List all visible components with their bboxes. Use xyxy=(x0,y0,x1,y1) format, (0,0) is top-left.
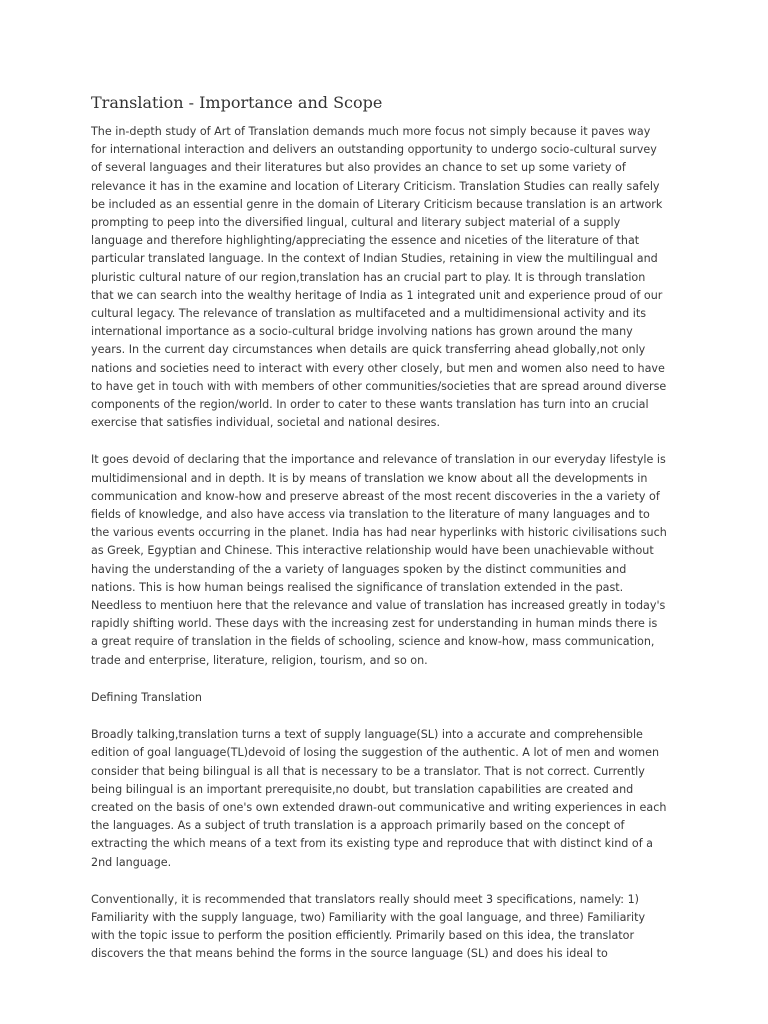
text-line: with the topic issue to perform the position efficiently. Primarily based on this idea, the translator xyxy=(91,929,635,943)
text-line: of several languages and their literatures but also provides an chance to set up some variety of xyxy=(91,161,626,175)
text-line: particular translated language. In the context of Indian Studies, retaining in view the multilingual and xyxy=(91,252,658,266)
text-line: nations. This is how human beings realised the significance of translation extended in the past. xyxy=(91,580,624,594)
text-line: language and therefore highlighting/appreciating the essence and niceties of the literature of that xyxy=(91,234,640,248)
text-line: being bilingual is an important prerequisite,no doubt, but translation capabilities are created and xyxy=(91,782,634,796)
body-section-2 xyxy=(91,726,691,963)
text-line: multidimensional and in depth. It is by means of translation we know about all the developments in xyxy=(91,471,648,485)
text-line: components of the region/world. In order to cater to these wants translation has turn into an crucial xyxy=(91,398,649,412)
text-line: to have get in touch with with members of other communities/societies that are spread around diverse xyxy=(91,379,667,393)
paragraph xyxy=(91,123,691,432)
document-page xyxy=(91,92,691,983)
text-line: Familiarity with the supply language, two) Familiarity with the goal language, and three) Familiarity xyxy=(91,910,646,924)
paragraph xyxy=(91,451,691,669)
text-line: for international interaction and delivers an outstanding opportunity to undergo socio-cultural survey xyxy=(91,143,657,157)
paragraph xyxy=(91,726,691,872)
paragraph xyxy=(91,891,691,964)
text-line: years. In the current day circumstances when details are quick transferring ahead globally,not only xyxy=(91,343,646,357)
text-line: having the understanding of the a variety of languages spoken by the distinct communities and xyxy=(91,562,627,576)
text-line: Needless to mentiuon here that the relevance and value of translation has increased greatly in today's xyxy=(91,599,666,613)
body-section-1 xyxy=(91,123,691,670)
text-line: trade and enterprise, literature, religion, tourism, and so on. xyxy=(91,653,428,667)
text-line: Conventionally, it is recommended that translators really should meet 3 specifications, namely: 1) xyxy=(91,892,640,906)
text-line: Broadly talking,translation turns a text of supply language(SL) into a accurate and comprehensible xyxy=(91,728,643,742)
text-line: that we can search into the wealthy heritage of India as 1 integrated unit and experience proud of our xyxy=(91,288,663,302)
text-line: 2nd language. xyxy=(91,855,172,869)
text-line: the various events occurring in the planet. India has had near hyperlinks with historic civilisations such xyxy=(91,526,667,540)
text-line: communication and know-how and preserve abreast of the most recent discoveries in the a variety of xyxy=(91,489,660,503)
section-heading: Defining Translation xyxy=(91,690,202,704)
text-line: edition of goal language(TL)devoid of losing the suggestion of the authentic. A lot of men and women xyxy=(91,746,660,760)
text-line: created on the basis of one's own extended drawn-out communicative and writing experiences in each xyxy=(91,800,667,814)
text-line: fields of knowledge, and also have access via translation to the literature of many languages and to xyxy=(91,508,650,522)
text-line: exercise that satisfies individual, societal and national desires. xyxy=(91,416,441,430)
text-line: pluristic cultural nature of our region,translation has an crucial part to play. It is through translation xyxy=(91,270,646,284)
text-line: the languages. As a subject of truth translation is a approach primarily based on the concept of xyxy=(91,819,625,833)
text-line: extracting the which means of a text from its existing type and reproduce that with distinct kind of a xyxy=(91,837,653,851)
text-line: discovers the that means behind the forms in the source language (SL) and does his ideal to xyxy=(91,947,608,961)
text-line: a great require of translation in the fields of schooling, science and know-how, mass communication, xyxy=(91,635,655,649)
text-line: rapidly shifting world. These days with the increasing zest for understanding in human minds there is xyxy=(91,617,658,631)
text-line: as Greek, Egyptian and Chinese. This interactive relationship would have been unachievable without xyxy=(91,544,654,558)
text-line: It goes devoid of declaring that the importance and relevance of translation in our everyday lifestyle is xyxy=(91,453,666,467)
document-title: Translation - Importance and Scope xyxy=(91,93,383,112)
text-line: consider that being bilingual is all that is necessary to be a translator. That is not correct. Currently xyxy=(91,764,645,778)
text-line: relevance it has in the examine and location of Literary Criticism. Translation Studies can really safely xyxy=(91,179,660,193)
text-line: be included as an essential genre in the domain of Literary Criticism because translation is an artwork xyxy=(91,197,663,211)
text-line: prompting to peep into the diversified lingual, cultural and literary subject material of a supply xyxy=(91,216,621,230)
text-line: cultural legacy. The relevance of translation as multifaceted and a multidimensional activity and its xyxy=(91,307,647,321)
text-line: international importance as a socio-cultural bridge involving nations has grown around the many xyxy=(91,325,633,339)
text-line: nations and societies need to interact with every other closely, but men and women also need to have xyxy=(91,361,665,375)
text-line: The in-depth study of Art of Translation demands much more focus not simply because it paves way xyxy=(91,125,651,138)
